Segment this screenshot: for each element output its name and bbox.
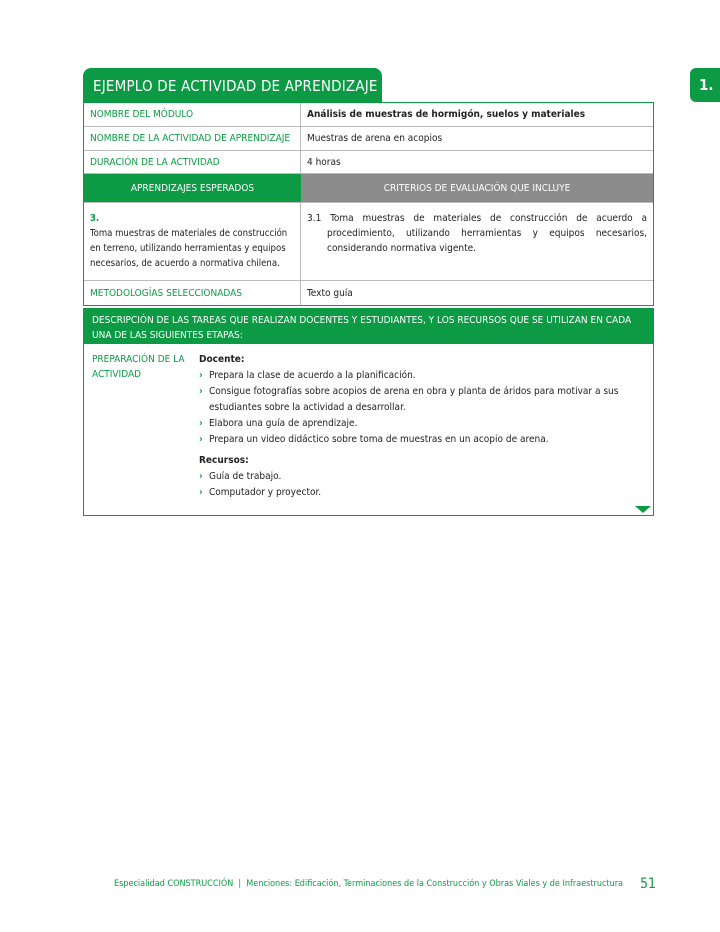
continue-triangle-icon <box>635 506 651 513</box>
tasks-table <box>83 308 654 516</box>
table-row <box>84 103 653 127</box>
table-row <box>84 127 653 151</box>
list-item: › Prepara la clase de acuerdo a la planificación. <box>199 368 647 384</box>
list-item: › Elabora una guía de aprendizaje. <box>199 416 647 432</box>
list-item: › Prepara un video didáctico sobre toma de muestras en un acopio de arena. <box>199 432 647 448</box>
activity-title: EJEMPLO DE ACTIVIDAD DE APRENDIZAJE <box>83 68 382 102</box>
row-value: 4 horas <box>307 156 341 168</box>
list-item: › Guía de trabajo. <box>199 469 647 485</box>
aprendizaje-number: 3. <box>90 213 100 224</box>
chapter-badge: 1. <box>690 68 720 102</box>
activity-table <box>83 102 654 306</box>
tasks-description-header: DESCRIPCIÓN DE LAS TAREAS QUE REALIZAN DOCENTES Y ESTUDIANTES, Y LOS RECURSOS QUE SE UTILIZAN EN CADA UNA DE LAS SIGUIENTES ETAPAS: <box>84 309 653 344</box>
table-row <box>84 151 653 174</box>
aprendizaje-text: Toma muestras de materiales de construcción en terreno, utilizando herramientas y equipos necesarios, de acuerdo a normativa chilena. <box>90 228 288 269</box>
preparation-row <box>84 344 653 515</box>
row-label: NOMBRE DEL MÓDULO <box>84 103 301 126</box>
list-item: › Computador y proyector. <box>199 485 647 501</box>
row-value: Muestras de arena en acopios <box>307 133 443 144</box>
footer-text: Especialidad CONSTRUCCIÓN | Menciones: Edificación, Terminaciones de la Construcción y Obras Viales y de Infraestructura <box>114 879 623 889</box>
row-value: Análisis de muestras de hormigón, suelos y materiales <box>307 109 586 120</box>
header-criterios: CRITERIOS DE EVALUACIÓN QUE INCLUYE <box>301 174 653 202</box>
row-label: NOMBRE DE LA ACTIVIDAD DE APRENDIZAJE <box>84 127 301 150</box>
content-row <box>84 203 653 281</box>
table-row <box>84 281 653 305</box>
row-value: Texto guía <box>307 287 353 299</box>
list-item: › Consigue fotografías sobre acopios de arena en obra y planta de áridos para motivar a sus estudiantes sobre la actividad a desarrollar. <box>199 384 647 416</box>
docente-label: Docente: <box>199 354 245 365</box>
recursos-list <box>199 469 647 501</box>
header-aprendizajes: APRENDIZAJES ESPERADOS <box>84 174 301 202</box>
docente-list <box>199 368 647 448</box>
row-label: DURACIÓN DE LA ACTIVIDAD <box>84 151 301 173</box>
recursos-label: Recursos: <box>199 455 249 466</box>
criterio-text: 3.1 Toma muestras de materiales de construcción de acuerdo a procedimiento, utilizando herramientas y equipos necesarios, considerando normativa vigente. <box>307 213 647 254</box>
row-label: METODOLOGÍAS SELECCIONADAS <box>84 281 301 305</box>
header-row <box>84 174 653 203</box>
page-number: 51 <box>640 876 657 892</box>
preparation-label: PREPARACIÓN DE LA ACTIVIDAD <box>84 344 193 515</box>
